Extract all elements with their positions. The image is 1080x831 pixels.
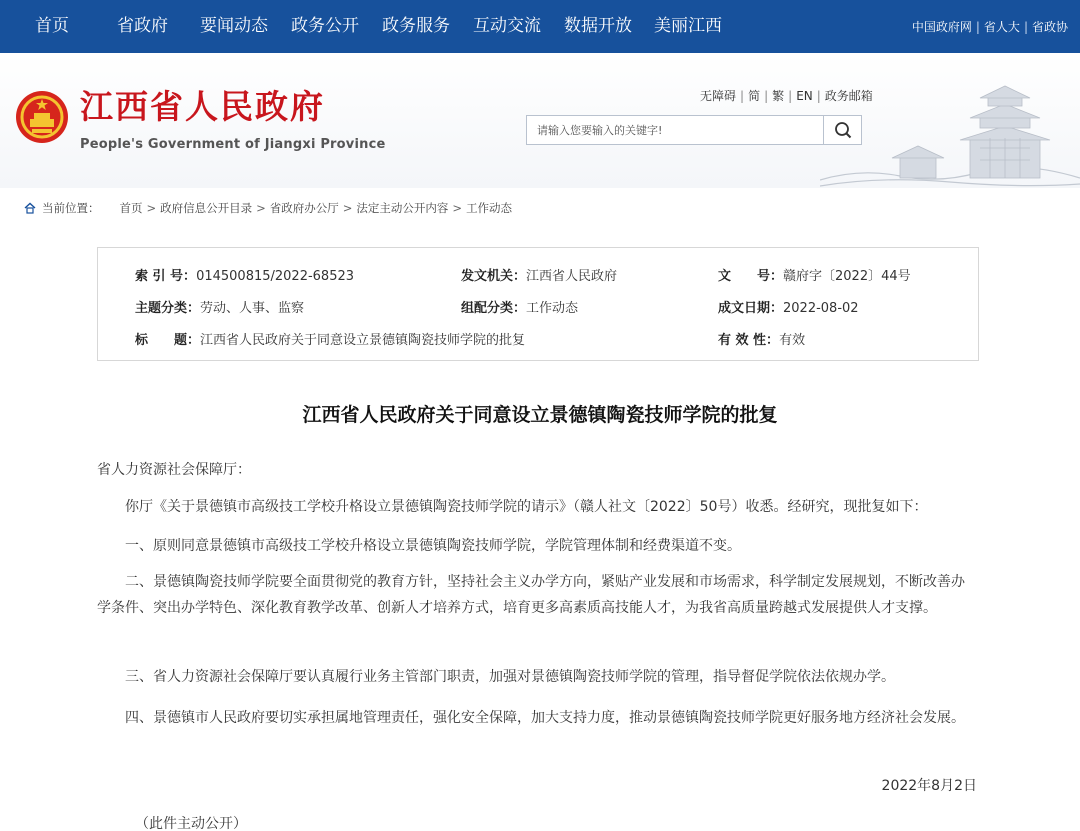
breadcrumb-separator: > (146, 201, 157, 215)
site-header (0, 53, 1080, 188)
article-paragraph: 你厅《关于景德镇市高级技工学校升格设立景德镇陶瓷技师学院的请示》（赣人社文〔2022〕50号）收悉。经研究，现批复如下： (125, 499, 928, 515)
search-box (526, 115, 862, 145)
divider: | (816, 89, 821, 103)
meta-label: 成文日期： (718, 301, 784, 316)
meta-label: 发文机关： (461, 269, 527, 284)
meta-title (135, 329, 525, 348)
breadcrumb (24, 200, 512, 216)
article-paragraph: 二、景德镇陶瓷技师学院要全面贯彻党的教育方针，坚持社会主义办学方向，紧贴产业发展和市场需求，科学制定发展规划，不断改善办学条件、突出办学特色、深化教育教学改革、创新人才培养方式，培育更多高素质高技能人才，为我省高质量跨越式发展提供人才支撑。 (97, 574, 965, 616)
search-input[interactable] (527, 116, 823, 144)
meta-value: 劳动、人事、监察 (200, 301, 305, 316)
breadcrumb-separator: > (342, 201, 353, 215)
article-date: 2022年8月2日 (881, 778, 977, 794)
meta-label: 文 号： (718, 269, 784, 284)
breadcrumb-public-content[interactable]: 法定主动公开内容 (356, 201, 449, 215)
nav-item-home[interactable]: 首页 (35, 16, 69, 36)
divider: | (788, 89, 793, 103)
article-public-note: （此件主动公开） (135, 816, 247, 831)
nav-item-gov-services[interactable]: 政务服务 (382, 16, 450, 36)
link-simplified[interactable]: 简 (748, 89, 761, 103)
breadcrumb-work-news[interactable]: 工作动态 (466, 201, 513, 215)
meta-value: 有效 (779, 333, 806, 348)
meta-label: 主题分类： (135, 301, 201, 316)
link-provincial-congress[interactable]: 省人大 (983, 20, 1020, 34)
nav-item-beautiful-jiangxi[interactable]: 美丽江西 (654, 16, 722, 36)
nav-item-gov-affairs-open[interactable]: 政务公开 (291, 16, 359, 36)
link-english[interactable]: EN (796, 89, 813, 103)
meta-label: 标 题： (135, 333, 201, 348)
breadcrumb-separator: > (452, 201, 463, 215)
meta-document-number (718, 265, 911, 284)
top-nav-bar (0, 0, 1080, 53)
meta-date (718, 297, 859, 316)
divider: | (740, 89, 745, 103)
nav-item-open-data[interactable]: 数据开放 (564, 16, 632, 36)
meta-group (461, 297, 578, 316)
home-icon (24, 202, 36, 214)
link-accessibility[interactable]: 无障碍 (700, 89, 737, 103)
meta-value: 赣府字〔2022〕44号 (783, 269, 911, 284)
meta-topic (135, 297, 304, 316)
breadcrumb-home[interactable]: 首页 (119, 201, 143, 215)
article-title: 江西省人民政府关于同意设立景德镇陶瓷技师学院的批复 (302, 404, 778, 426)
meta-label: 索 引 号： (135, 269, 197, 284)
breadcrumb-label: 当前位置： (42, 201, 100, 215)
nav-item-news[interactable]: 要闻动态 (200, 16, 268, 36)
nav-item-province-gov[interactable]: 省政府 (117, 16, 168, 36)
link-provincial-cppcc[interactable]: 省政协 (1031, 20, 1068, 34)
site-subtitle: People's Government of Jiangxi Province (80, 137, 386, 152)
meta-value: 2022-08-02 (783, 301, 859, 316)
article-paragraph: 一、原则同意景德镇市高级技工学校升格设立景德镇陶瓷技师学院，学院管理体制和经费渠道不变。 (125, 538, 741, 554)
meta-issuer (461, 265, 617, 284)
divider: | (764, 89, 769, 103)
article-paragraph: 四、景德镇市人民政府要切实承担属地管理责任，强化安全保障，加大支持力度，推动景德镇陶瓷技师学院更好服务地方经济社会发展。 (125, 710, 965, 726)
meta-value: 014500815/2022-68523 (196, 269, 355, 284)
article-paragraph: 三、省人力资源社会保障厅要认真履行业务主管部门职责，加强对景德镇陶瓷技师学院的管理，指导督促学院依法依规办学。 (125, 669, 895, 685)
meta-index-number (135, 265, 354, 284)
breadcrumb-info-catalog[interactable]: 政府信息公开目录 (160, 201, 253, 215)
meta-label: 有 效 性： (718, 333, 780, 348)
breadcrumb-separator: > (256, 201, 266, 215)
meta-validity (718, 329, 805, 348)
meta-value: 工作动态 (526, 301, 579, 316)
divider: | (975, 20, 980, 34)
link-gov-mailbox[interactable]: 政务邮箱 (824, 89, 873, 103)
pavilion-skyline-decoration (820, 68, 1080, 188)
site-title[interactable]: 江西省人民政府 (80, 87, 325, 126)
meta-label: 组配分类： (461, 301, 527, 316)
link-traditional[interactable]: 繁 (772, 89, 785, 103)
top-external-links (912, 18, 1068, 35)
breadcrumb-general-office[interactable]: 省政府办公厅 (269, 201, 339, 215)
national-emblem-icon (14, 89, 70, 145)
divider: | (1023, 20, 1028, 34)
meta-value: 江西省人民政府 (526, 269, 618, 284)
article-salutation: 省人力资源社会保障厅： (97, 462, 251, 478)
link-china-gov[interactable]: 中国政府网 (911, 20, 972, 34)
document-metadata-box (97, 247, 979, 361)
meta-value: 江西省人民政府关于同意设立景德镇陶瓷技师学院的批复 (200, 333, 526, 348)
nav-item-interaction[interactable]: 互动交流 (473, 16, 541, 36)
